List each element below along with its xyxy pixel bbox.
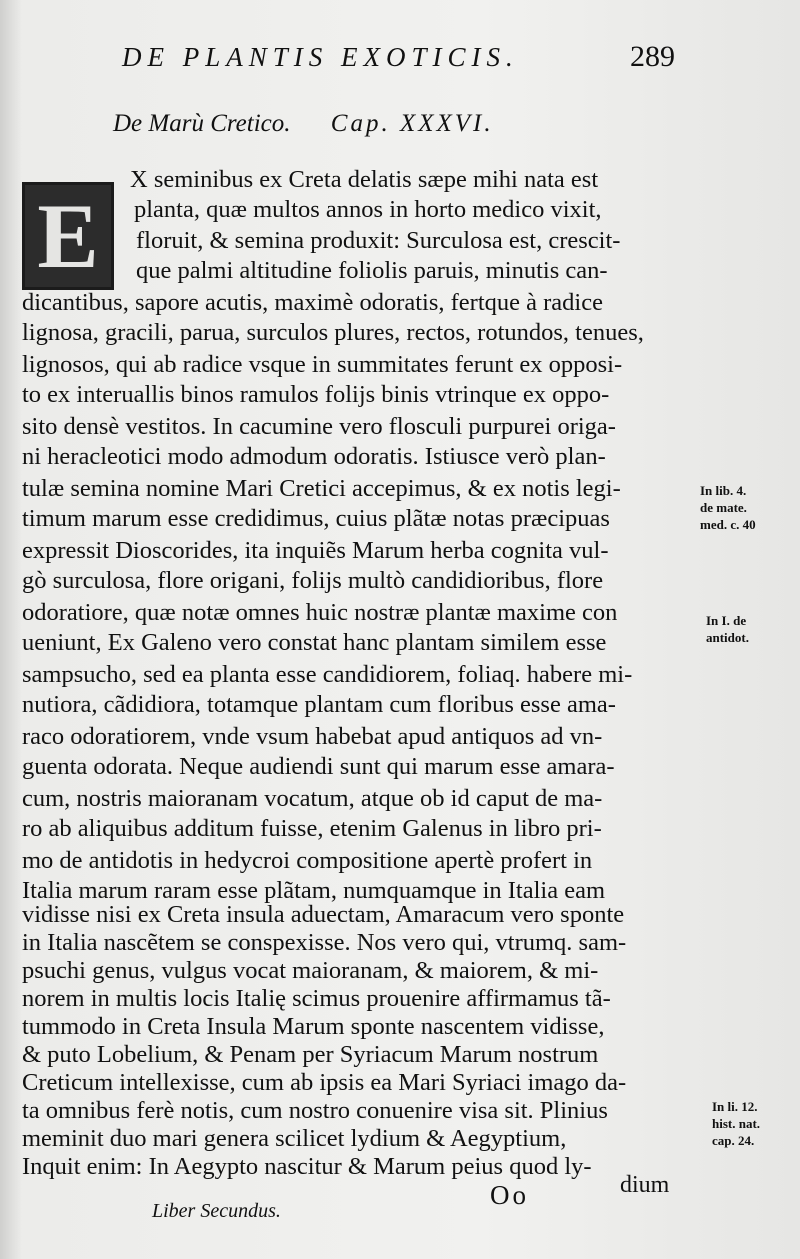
running-head: DE PLANTIS EXOTICIS. [122, 42, 519, 72]
text-line: to ex interuallis binos ramulos folijs binis vtrinque ex oppo- [22, 381, 610, 408]
text-line: odoratiore, quæ notæ omnes huic nostræ plantæ maxime con [22, 599, 618, 626]
margin-note [700, 482, 756, 533]
text-line: in Italia nascẽtem se conspexisse. Nos vero qui, vtrumq. sam- [22, 929, 627, 956]
text-line: ueniunt, Ex Galeno vero constat hanc plantam similem esse [22, 629, 607, 656]
margin-note-line: med. c. 40 [700, 517, 756, 532]
text-line: floruit, & semina produxit: Surculosa est, crescit- [136, 227, 621, 254]
margin-note [706, 612, 749, 646]
margin-note-line: hist. nat. [712, 1116, 761, 1131]
initial-letter: E [37, 185, 99, 287]
text-line: tulæ semina nomine Mari Cretici accepimus, & ex notis legi- [22, 475, 621, 502]
text-line: Italia marum raram esse plãtam, numquamque in Italia eam [22, 877, 606, 904]
margin-note-line: cap. 24. [712, 1133, 755, 1148]
text-line: Inquit enim: In Aegypto nascitur & Marum peius quod ly- [22, 1153, 592, 1180]
margin-note-line: In I. de [706, 613, 747, 628]
decorated-initial [22, 182, 114, 290]
chapter-heading [113, 110, 494, 138]
text-line: vidisse nisi ex Creta insula aduectam, Amaracum vero sponte [22, 901, 625, 928]
text-line: X seminibus ex Creta delatis sæpe mihi nata est [130, 166, 599, 193]
text-line: sampsucho, sed ea planta esse candidiorem, foliaq. habere mi- [22, 661, 633, 688]
margin-note-line: In li. 12. [712, 1099, 758, 1114]
text-line: psuchi genus, vulgus vocat maioranam, & maiorem, & mi- [22, 957, 599, 984]
margin-note-line: de mate. [700, 500, 747, 515]
catchword: dium [620, 1172, 670, 1198]
text-line: ni heracleotici modo admodum odoratis. Istiusce verò plan- [22, 443, 606, 470]
chapter-title: De Marù Cretico. [113, 110, 291, 137]
text-line: cum, nostris maioranam vocatum, atque ob id caput de ma- [22, 785, 603, 812]
text-line: sito densè vestitos. In cacumine vero flosculi purpurei origa- [22, 413, 616, 440]
text-line: planta, quæ multos annos in horto medico vixit, [134, 196, 602, 223]
text-line: meminit duo mari genera scilicet lydium & Aegyptium, [22, 1125, 567, 1152]
text-line: que palmi altitudine foliolis paruis, minutis can- [136, 257, 608, 284]
margin-note [712, 1098, 760, 1149]
text-line: mo de antidotis in hedycroi compositione apertè profert in [22, 847, 593, 874]
text-line: Creticum intellexisse, cum ab ipsis ea Mari Syriaci imago da- [22, 1069, 627, 1096]
text-line: expressit Dioscorides, ita inquiẽs Marum herba cognita vul- [22, 537, 609, 564]
text-line: timum marum esse credidimus, cuius plãtæ notas præcipuas [22, 505, 610, 532]
text-line: dicantibus, sapore acutis, maximè odoratis, fertque à radice [22, 289, 603, 316]
text-line: lignosos, qui ab radice vsque in summitates ferunt ex opposi- [22, 351, 623, 378]
margin-note-line: antidot. [706, 630, 749, 645]
text-line: ta omnibus ferè notis, cum nostro conuenire visa sit. Plinius [22, 1097, 608, 1124]
text-line: guenta odorata. Neque audiendi sunt qui marum esse amara- [22, 753, 615, 780]
text-line: ro ab aliquibus additum fuisse, etenim Galenus in libro pri- [22, 815, 602, 842]
margin-note-line: In lib. 4. [700, 483, 747, 498]
text-line: nutiora, cãdidiora, totamque plantam cum floribus esse ama- [22, 691, 616, 718]
signature-mark: Oo [490, 1180, 529, 1210]
page-number: 289 [630, 40, 675, 73]
chapter-number: Cap. XXXVI. [330, 110, 494, 137]
text-line: raco odoratiorem, vnde vsum habebat apud antiquos ad vn- [22, 723, 603, 750]
text-line: norem in multis locis Italię scimus prouenire affirmamus tã- [22, 985, 611, 1012]
text-line: lignosa, gracili, parua, surculos plures, rectos, rotundos, tenues, [22, 319, 644, 346]
text-line: gò surculosa, flore origani, folijs multò candidioribus, flore [22, 567, 604, 594]
book-title-footer: Liber Secundus. [152, 1200, 281, 1222]
text-line: tummodo in Creta Insula Marum sponte nascentem vidisse, [22, 1013, 605, 1040]
text-line: & puto Lobelium, & Penam per Syriacum Marum nostrum [22, 1041, 599, 1068]
